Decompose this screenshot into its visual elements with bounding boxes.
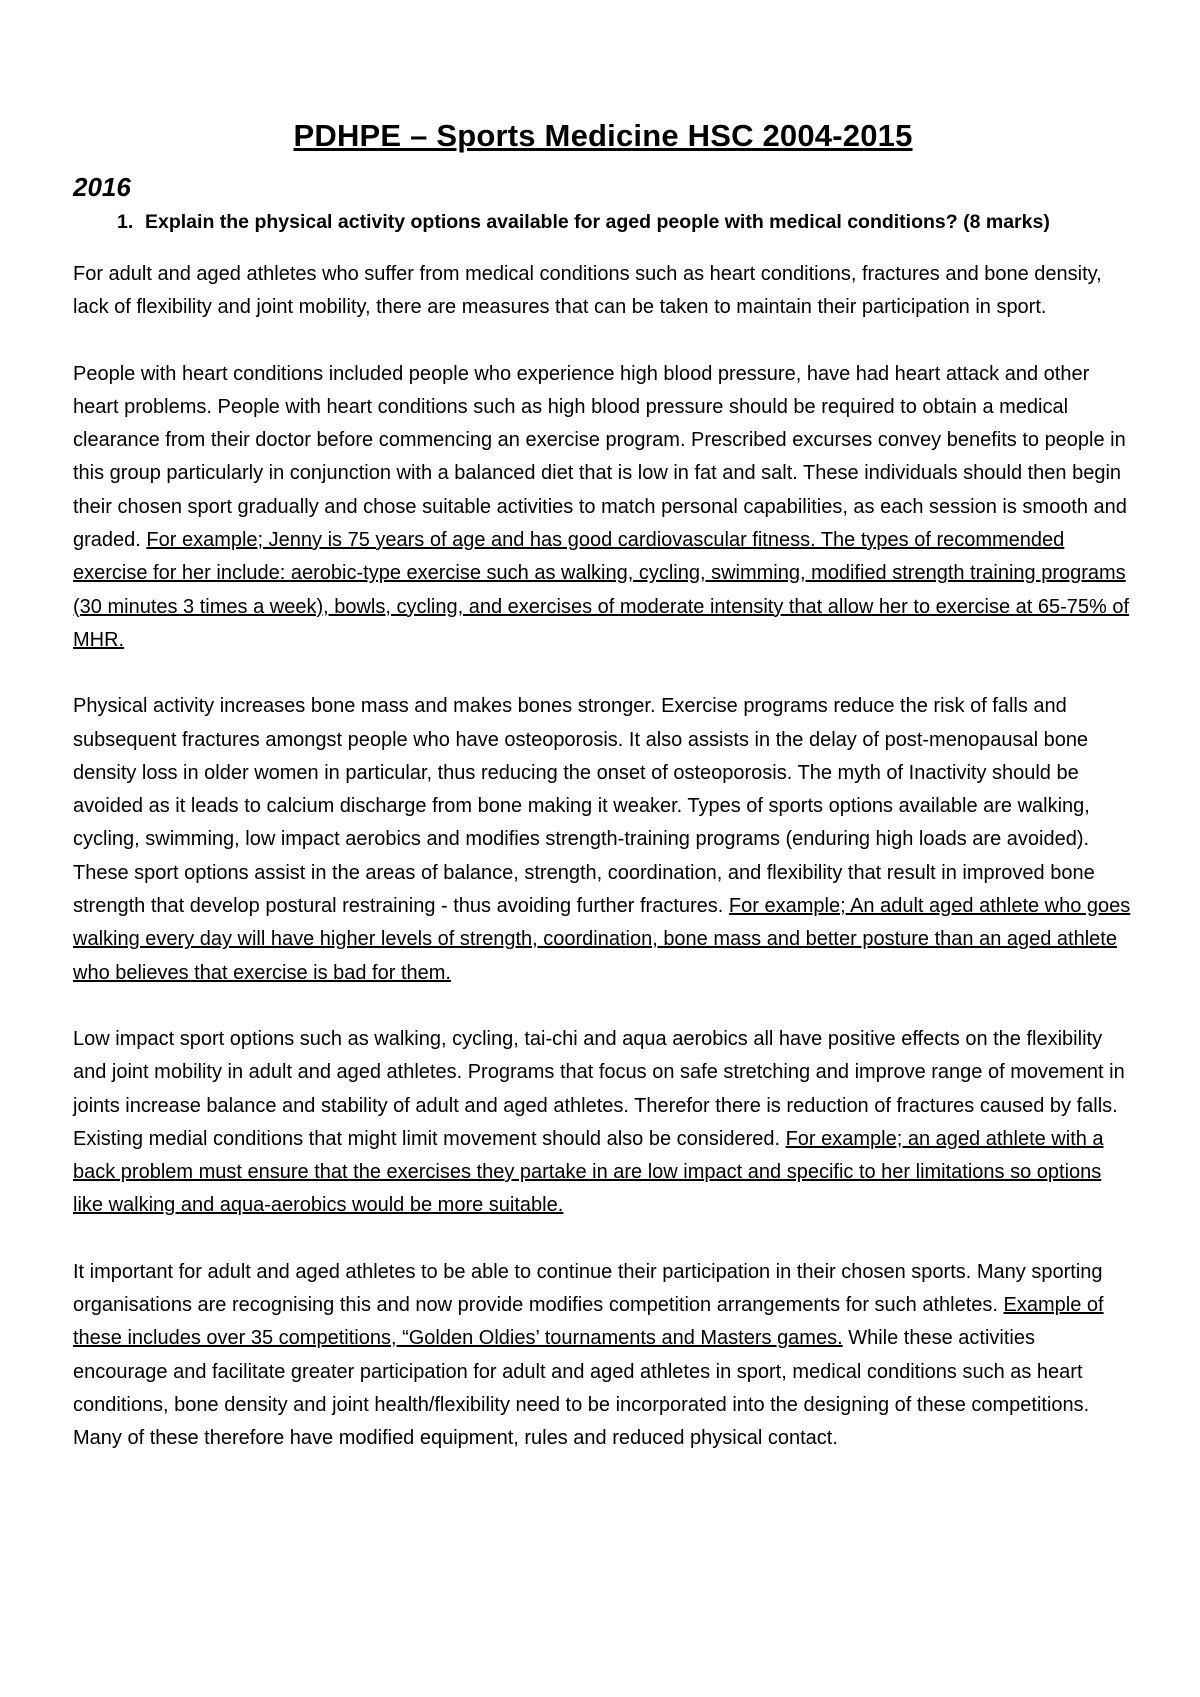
paragraph-bone-density [73, 690, 1133, 990]
paragraph-text: For adult and aged athletes who suffer from medical conditions such as heart conditions, fractures and bone density, lack of flexibility and joint mobility, there are measures that can be taken to maintain their participation in sport. [73, 263, 1102, 319]
paragraph-heart-conditions [73, 358, 1133, 658]
year-heading: 2016 [73, 172, 131, 202]
paragraph-text-after: While these activities encourage and facilitate greater participation for adult and aged athletes in sport, medical conditions such as heart conditions, bone density and joint health/flexibility need to be incorporated into the designing of these competitions. Many of these therefore have modified equipment, rules and reduced physical contact. [73, 1327, 1090, 1450]
paragraph-text: Low impact sport options such as walking, cycling, tai-chi and aqua aerobics all have positive effects on the flexibility and joint mobility in adult and aged athletes. Programs that focus on safe stretching and improve range of movement in joints increase balance and stability of adult and aged athletes. Therefor there is reduction of fractures caused by falls. Existing medial conditions that might limit movement should also be considered. [73, 1027, 1125, 1150]
paragraph-flexibility [73, 1023, 1133, 1223]
document-title: PDHPE – Sports Medicine HSC 2004-2015 [293, 118, 913, 153]
document-page [73, 118, 1133, 1489]
paragraph-competitions [73, 1256, 1133, 1456]
example-text: Example of these includes over 35 competitions, “Golden Oldies’ tournaments and Masters games. [73, 1294, 1104, 1350]
example-text: For example; an aged athlete with a back problem must ensure that the exercises they partake in are low impact and specific to her limitations so options like walking and aqua-aerobics would be more suitable. [73, 1127, 1104, 1217]
paragraph-intro [73, 258, 1133, 325]
example-text: For example; Jenny is 75 years of age and has good cardiovascular fitness. The types of recommended exercise for her include: aerobic-type exercise such as walking, cycling, swimming, modified strength training programs (30 minutes 3 times a week), bowls, cycling, and exercises of moderate intensity that allow her to exercise at 65-75% of MHR. [73, 529, 1130, 651]
paragraph-text: Physical activity increases bone mass and makes bones stronger. Exercise programs reduce the risk of falls and subsequent fractures amongst people who have osteoporosis. It also assists in the delay of post-menopausal bone density loss in older women in particular, thus reducing the onset of osteoporosis. The myth of Inactivity should be avoided as it leads to calcium discharge from bone making it weaker. Types of sports options available are walking, cycling, swimming, low impact aerobics and modifies strength-training programs (enduring high loads are avoided). These sport options assist in the areas of balance, strength, coordination, and flexibility that result in improved bone strength that develop postural restraining - thus avoiding further fractures. [73, 695, 1095, 918]
question-text: Explain the physical activity options available for aged people with medical conditions? (8 marks) [145, 211, 1050, 233]
question-number: 1. [117, 211, 134, 233]
paragraph-text: People with heart conditions included people who experience high blood pressure, have had heart attack and other heart problems. People with heart conditions such as high blood pressure should be required to obtain a medical clearance from their doctor before commencing an exercise program. Prescribed excurses convey benefits to people in this group particularly in conjunction with a balanced diet that is low in fat and salt. These individuals should then begin their chosen sport gradually and chose suitable activities to match personal capabilities, as each session is smooth and graded. [73, 362, 1127, 552]
question [73, 211, 1133, 234]
example-text: For example; An adult aged athlete who goes walking every day will have higher levels of strength, coordination, bone mass and better posture than an aged athlete who believes that exercise is bad for them. [73, 895, 1131, 984]
paragraph-text: It important for adult and aged athletes to be able to continue their participation in their chosen sports. Many sporting organisations are recognising this and now provide modifies competition arrangements for such athletes. [73, 1260, 1103, 1317]
